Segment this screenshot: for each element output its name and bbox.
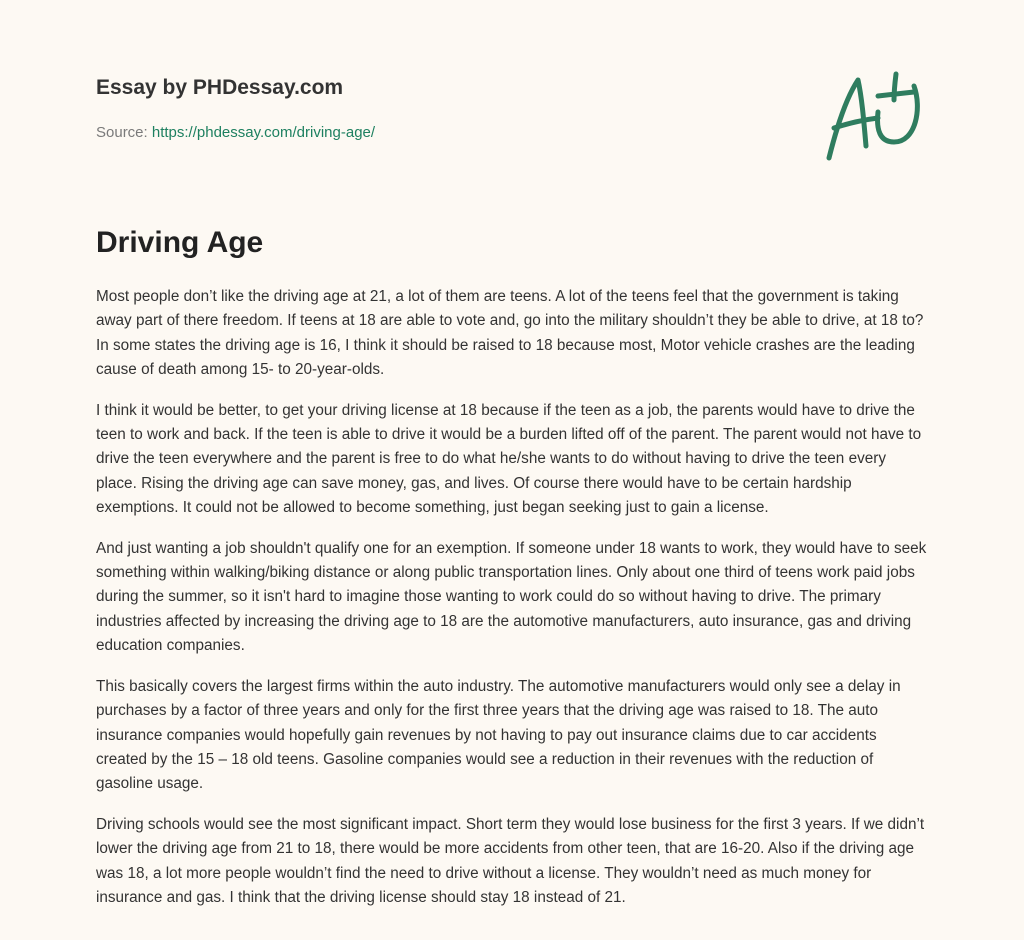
source-label: Source: (96, 124, 148, 141)
article-body (96, 285, 930, 926)
source-link[interactable]: https://phdessay.com/driving-age/ (151, 124, 376, 141)
paragraph: I think it would be better, to get your driving license at 18 because if the teen as a job, the parents would have to drive the teen to work and back. If the teen is able to drive it would be a burden lifted off of the parent. The parent would not have to drive the teen everywhere and the parent is free to do what he/she wants to do without having to drive the teen every place. Rising the driving age can save money, gas, and lives. Of course there would have to be certain hardship exemptions. It could not be allowed to become something, just began seeking just to gain a license. (96, 401, 922, 517)
article-title: Driving Age (96, 226, 264, 259)
site-brand: Essay by PHDessay.com (96, 76, 344, 99)
source-line (96, 124, 375, 141)
paragraph: Most people don’t like the driving age at 21, a lot of them are teens. A lot of the teens feel that the government is taking away part of there freedom. If teens at 18 are able to vote and, go into the military shouldn’t they be able to drive, at 18 to? In some states the driving age is 16, I think it should be raised to 18 because most, Motor vehicle crashes are the leading cause of death among 15- to 20-year-olds. (96, 288, 924, 379)
a-plus-logo-icon (820, 68, 930, 168)
paragraph: And just wanting a job shouldn't qualify one for an exemption. If someone under 18 wants to work, they would have to seek something within walking/biking distance or along public transportation lines. Only about one third of teens work paid jobs during the summer, so it isn't hard to imagine those wanting to work could do so without having to drive. The primary industries affected by increasing the driving age to 18 are the automotive manufacturers, auto insurance, gas and driving education companies. (96, 539, 927, 655)
paragraph: This basically covers the largest firms within the auto industry. The automotive manufacturers would only see a delay in purchases by a factor of three years and only for the first three years that the driving age was raised to 18. The auto insurance companies would hopefully gain revenues by not having to pay out insurance claims due to car accidents created by the 15 – 18 old teens. Gasoline companies would see a reduction in their revenues with the reduction of gasoline usage. (96, 677, 901, 793)
paragraph: Driving schools would see the most significant impact. Short term they would lose business for the first 3 years. If we didn’t lower the driving age from 21 to 18, there would be more accidents from other teen, that are 16-20. Also if the driving age was 18, a lot more people wouldn’t find the need to drive without a license. They wouldn’t need as much money for insurance and gas. I think that the driving license should stay 18 instead of 21. (96, 815, 925, 906)
